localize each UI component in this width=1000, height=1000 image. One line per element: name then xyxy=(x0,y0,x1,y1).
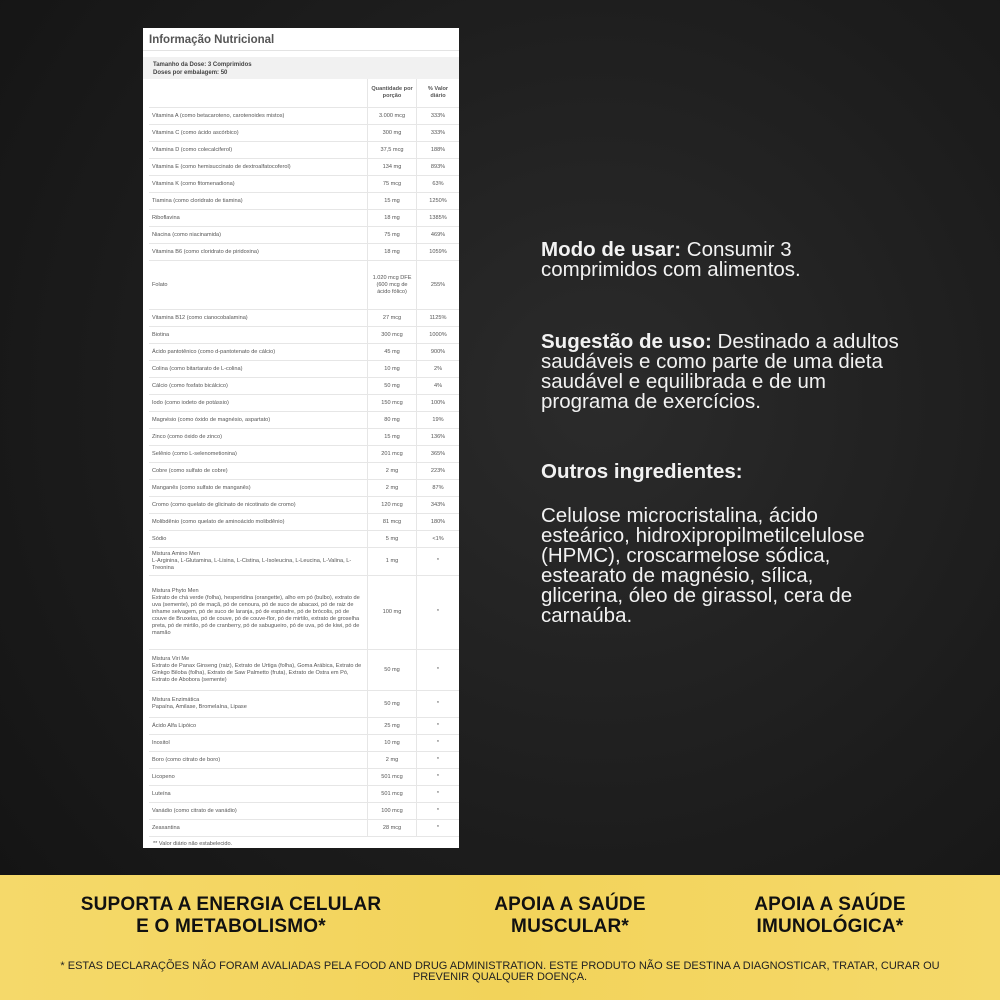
servings-per-container: Doses por embalagem: 50 xyxy=(153,70,228,76)
nutrient-daily-value: * xyxy=(417,691,460,718)
nutrient-daily-value: 1059% xyxy=(417,244,460,261)
nutrient-name: Biotina xyxy=(152,331,170,338)
nutrient-amount: 300 mcg xyxy=(368,327,417,344)
nutrient-daily-value: 333% xyxy=(417,125,460,142)
nutrition-row xyxy=(149,344,459,361)
nutrient-name-cell xyxy=(149,412,368,429)
nutrient-daily-value: 1125% xyxy=(417,310,460,327)
nutrient-name: Tiamina (como cloridrato de tiamina) xyxy=(152,197,243,204)
nutrient-daily-value: 87% xyxy=(417,480,460,497)
nutrient-amount: 120 mcg xyxy=(368,497,417,514)
nutrition-row xyxy=(149,769,459,786)
nutrient-daily-value: * xyxy=(417,576,460,650)
nutrient-name-cell xyxy=(149,310,368,327)
nutrient-daily-value: 2% xyxy=(417,361,460,378)
header-nutrient xyxy=(149,79,368,108)
nutrient-name: Vitamina B12 (como cianocobalamina) xyxy=(152,314,248,321)
nutrient-daily-value: 63% xyxy=(417,176,460,193)
nutrient-name: Selênio (como L-selenometionina) xyxy=(152,450,237,457)
nutrition-row xyxy=(149,497,459,514)
usage-paragraph xyxy=(541,240,871,280)
fda-disclaimer: * ESTAS DECLARAÇÕES NÃO FORAM AVALIADAS PELA FOOD AND DRUG ADMINISTRATION. ESTE PRODUTO NÃO SE DESTINA A DIAGNOSTICAR, TRATAR, CURAR OU PREVENIR QUALQUER DOENÇA. xyxy=(60,960,940,983)
nutrient-name: Cromo (como quelato de glicinato de nicotinato de cromo) xyxy=(152,501,296,508)
nutrient-daily-value: 343% xyxy=(417,497,460,514)
nutrient-name-cell xyxy=(149,446,368,463)
nutrient-name-cell xyxy=(149,227,368,244)
nutrient-name-cell xyxy=(149,261,368,310)
nutrient-amount: 501 mcg xyxy=(368,786,417,803)
nutrient-amount: 18 mg xyxy=(368,210,417,227)
nutrient-name: Vanádio (como citrato de vanádio) xyxy=(152,807,237,814)
nutrient-name-cell xyxy=(149,480,368,497)
nutrient-name-cell xyxy=(149,344,368,361)
nutrient-amount: 100 mcg xyxy=(368,803,417,820)
nutrition-row xyxy=(149,691,459,718)
nutrient-name: Sódio xyxy=(152,535,167,542)
nutrition-footnote: ** Valor diário não estabelecido. xyxy=(153,841,233,847)
nutrient-detail: Papaína, Amilase, Bromelaína, Lipase xyxy=(152,704,247,710)
nutrition-row xyxy=(149,463,459,480)
nutrient-amount: 28 mcg xyxy=(368,820,417,837)
nutrient-daily-value: 1250% xyxy=(417,193,460,210)
nutrient-name-cell xyxy=(149,752,368,769)
nutrient-amount: 50 mg xyxy=(368,691,417,718)
nutrition-row xyxy=(149,412,459,429)
other-ingredients-text: Celulose microcristalina, ácido esteárico, hidroxipropilmetilcelulose (HPMC), croscarmelose sódica, estearato de magnésio, sílica, glicerina, óleo de girassol, cera de carnaúba. xyxy=(541,504,865,627)
nutrition-row xyxy=(149,548,459,576)
nutrient-daily-value: 1385% xyxy=(417,210,460,227)
nutrient-daily-value: * xyxy=(417,820,460,837)
nutrition-row xyxy=(149,327,459,344)
nutrient-daily-value: <1% xyxy=(417,531,460,548)
nutrition-row xyxy=(149,125,459,142)
nutrient-amount: 100 mg xyxy=(368,576,417,650)
nutrient-name: Luteína xyxy=(152,790,171,797)
nutrient-name-cell xyxy=(149,142,368,159)
usage-label: Modo de usar: xyxy=(541,238,682,261)
nutrient-name: Mistura Enzimática xyxy=(152,697,200,703)
claim-muscle-health: APOIA A SAÚDE MUSCULAR* xyxy=(494,894,646,937)
nutrition-row xyxy=(149,378,459,395)
nutrient-daily-value: 136% xyxy=(417,429,460,446)
nutrient-amount: 5 mg xyxy=(368,531,417,548)
nutrition-row xyxy=(149,752,459,769)
nutrient-name-cell xyxy=(149,210,368,227)
nutrient-name: Mistura Viri Me xyxy=(152,656,190,662)
nutrient-name: Niacina (como niacinamida) xyxy=(152,231,222,238)
nutrition-row xyxy=(149,650,459,691)
nutrient-name-cell xyxy=(149,125,368,142)
nutrition-row xyxy=(149,531,459,548)
nutrition-row xyxy=(149,244,459,261)
nutrient-name: Magnésio (como óxido de magnésio, aspartato) xyxy=(152,416,271,423)
nutrient-daily-value: 333% xyxy=(417,108,460,125)
header-amount: Quantidade por porção xyxy=(368,79,417,108)
nutrient-name-cell xyxy=(149,769,368,786)
nutrient-name-cell xyxy=(149,176,368,193)
nutrient-daily-value: 365% xyxy=(417,446,460,463)
serving-size: Tamanho da Dose: 3 Comprimidos xyxy=(153,62,252,68)
nutrient-name-cell xyxy=(149,378,368,395)
nutrition-row xyxy=(149,310,459,327)
nutrient-amount: 50 mg xyxy=(368,378,417,395)
nutrition-row xyxy=(149,786,459,803)
nutrient-name: Molibdênio (como quelato de aminoácido molibdênio) xyxy=(152,518,285,525)
suggestion-paragraph xyxy=(541,332,901,412)
nutrient-amount: 81 mcg xyxy=(368,514,417,531)
nutrient-name: Cobre (como sulfato de cobre) xyxy=(152,467,228,474)
nutrient-name-cell xyxy=(149,820,368,837)
usage-text: Consumir 3 comprimidos com alimentos. xyxy=(541,238,801,281)
nutrient-name-cell xyxy=(149,803,368,820)
header-daily-value: % Valor diário xyxy=(417,79,460,108)
nutrient-amount: 1 mg xyxy=(368,548,417,576)
nutrient-daily-value: * xyxy=(417,718,460,735)
nutrient-daily-value: 188% xyxy=(417,142,460,159)
nutrient-amount: 27 mcg xyxy=(368,310,417,327)
nutrition-row xyxy=(149,429,459,446)
nutrient-daily-value: * xyxy=(417,769,460,786)
nutrient-name: Zeaxantina xyxy=(152,824,180,831)
nutrient-name-cell xyxy=(149,548,368,576)
nutrition-row xyxy=(149,210,459,227)
nutrient-daily-value: 1000% xyxy=(417,327,460,344)
nutrient-daily-value: * xyxy=(417,650,460,691)
nutrient-amount: 10 mg xyxy=(368,735,417,752)
nutrient-detail: L-Arginina, L-Glutamina, L-Lisina, L-Cistina, L-Isoleucina, L-Leucina, L-Valina, L-Treonina xyxy=(152,558,352,571)
nutrient-amount: 201 mcg xyxy=(368,446,417,463)
nutrient-name: Boro (como citrato de boro) xyxy=(152,756,221,763)
nutrient-name-cell xyxy=(149,361,368,378)
nutrient-name: Folato xyxy=(152,281,168,288)
nutrient-daily-value: * xyxy=(417,548,460,576)
nutrient-name-cell xyxy=(149,514,368,531)
nutrient-amount: 75 mcg xyxy=(368,176,417,193)
nutrient-name-cell xyxy=(149,497,368,514)
nutrient-name: Licopeno xyxy=(152,773,175,780)
nutrient-name-cell xyxy=(149,463,368,480)
nutrient-name: Iodo (como iodeto de potássio) xyxy=(152,399,229,406)
nutrient-name-cell xyxy=(149,327,368,344)
nutrition-row xyxy=(149,361,459,378)
nutrient-amount: 2 mg xyxy=(368,463,417,480)
nutrient-name-cell xyxy=(149,244,368,261)
nutrient-name: Vitamina K (como fitomenadiona) xyxy=(152,180,235,187)
nutrition-header-row xyxy=(149,79,459,108)
nutrient-name: Vitamina D (como colecalciferol) xyxy=(152,146,233,153)
nutrition-row xyxy=(149,576,459,650)
nutrient-name-cell xyxy=(149,429,368,446)
nutrient-detail: Extrato de Panax Ginseng (raiz), Extrato de Urtiga (folha), Goma Arábica, Extrato de Ginkgo Biloba (folha), Extrato de Saw Palmetto (fruta), Extrato de Ostra em Pó, Extrato de Abobora (semente) xyxy=(152,663,362,683)
nutrition-row xyxy=(149,514,459,531)
nutrition-row xyxy=(149,735,459,752)
nutrient-daily-value: 255% xyxy=(417,261,460,310)
nutrition-row xyxy=(149,803,459,820)
nutrition-row xyxy=(149,193,459,210)
nutrient-name: Vitamina E (como hemisuccinato de dextroalfatocoferol) xyxy=(152,163,291,170)
nutrient-name-cell xyxy=(149,786,368,803)
nutrient-amount: 300 mg xyxy=(368,125,417,142)
nutrient-name-cell xyxy=(149,159,368,176)
nutrition-row xyxy=(149,446,459,463)
nutrient-name-cell xyxy=(149,108,368,125)
nutrient-amount: 15 mg xyxy=(368,429,417,446)
nutrient-name: Cálcio (como fosfato bicálcico) xyxy=(152,382,228,389)
nutrient-amount: 134 mg xyxy=(368,159,417,176)
nutrition-row xyxy=(149,227,459,244)
nutrient-daily-value: 4% xyxy=(417,378,460,395)
nutrient-daily-value: * xyxy=(417,786,460,803)
nutrient-amount: 1.020 mcg DFE (600 mcg de ácido fólico) xyxy=(368,261,417,310)
nutrient-name-cell xyxy=(149,718,368,735)
nutrient-daily-value: 469% xyxy=(417,227,460,244)
nutrient-name: Vitamina A (como betacaroteno, carotenoides mistos) xyxy=(152,112,285,119)
nutrient-name-cell xyxy=(149,193,368,210)
nutrient-amount: 2 mg xyxy=(368,480,417,497)
nutrition-row xyxy=(149,718,459,735)
nutrient-amount: 150 mcg xyxy=(368,395,417,412)
nutrient-amount: 2 mg xyxy=(368,752,417,769)
nutrition-row xyxy=(149,820,459,837)
nutrient-name: Vitamina C (como ácido ascórbico) xyxy=(152,129,239,136)
nutrient-amount: 80 mg xyxy=(368,412,417,429)
nutrient-name-cell xyxy=(149,395,368,412)
nutrient-amount: 45 mg xyxy=(368,344,417,361)
nutrition-row xyxy=(149,395,459,412)
nutrient-name: Mistura Amino Men xyxy=(152,551,200,557)
nutrient-detail: Extrato de chá verde (folha), hesperidina (orangette), alho em pó (bulbo), extrato de uva (semente), pó de maçã, pó de cenoura, pó de suco de abacaxi, pó de raiz de inhame selvagem, pó de suco de laranja, pó de espinafre, pó de brócolis, pó de couve de Bruxelas, pó de couve, pó de couve-flor, pó de mirtilo, extrato de groselha preta, pó de mirtilo, pó de cranberry, pó de sabugueiro, pó de uva, pó de kiwi, pó de mamão xyxy=(152,595,360,636)
suggestion-text: Destinado a adultos saudáveis e como parte de uma dieta saudável e equilibrada e de um programa de exercícios. xyxy=(541,330,899,413)
nutrient-daily-value: * xyxy=(417,735,460,752)
nutrient-name-cell xyxy=(149,531,368,548)
nutrient-amount: 3.000 mcg xyxy=(368,108,417,125)
nutrition-row xyxy=(149,159,459,176)
nutrient-amount: 10 mg xyxy=(368,361,417,378)
nutrition-row xyxy=(149,176,459,193)
nutrition-row xyxy=(149,480,459,497)
nutrient-daily-value: 223% xyxy=(417,463,460,480)
nutrient-daily-value: 893% xyxy=(417,159,460,176)
nutrient-name: Ácido Alfa Lipóico xyxy=(152,722,197,729)
other-ingredients-heading: Outros ingredientes: xyxy=(541,460,743,483)
nutrient-daily-value: 100% xyxy=(417,395,460,412)
nutrient-name: Inositol xyxy=(152,739,170,746)
nutrient-amount: 18 mg xyxy=(368,244,417,261)
nutrition-table-body xyxy=(149,108,459,837)
claim-immune-health: APOIA A SAÚDE IMUNOLÓGICA* xyxy=(754,894,906,937)
nutrient-name: Zinco (como óxido de zinco) xyxy=(152,433,222,440)
suggestion-label: Sugestão de uso: xyxy=(541,330,712,353)
claim-energy-metabolism: SUPORTA A ENERGIA CELULAR E O METABOLISMO* xyxy=(80,894,382,937)
nutrient-daily-value: * xyxy=(417,752,460,769)
nutrient-amount: 75 mg xyxy=(368,227,417,244)
claims-band xyxy=(0,875,1000,1000)
nutrient-name: Ácido pantotênico (como d-pantotenato de cálcio) xyxy=(152,348,276,355)
nutrient-name-cell xyxy=(149,735,368,752)
nutrition-row xyxy=(149,261,459,310)
nutrient-daily-value: 180% xyxy=(417,514,460,531)
nutrient-amount: 37,5 mcg xyxy=(368,142,417,159)
nutrition-row xyxy=(149,108,459,125)
nutrient-name-cell xyxy=(149,576,368,650)
nutrient-daily-value: 900% xyxy=(417,344,460,361)
nutrient-daily-value: * xyxy=(417,803,460,820)
nutrient-amount: 50 mg xyxy=(368,650,417,691)
nutrient-name: Riboflavina xyxy=(152,214,180,221)
serving-info xyxy=(143,57,459,79)
nutrient-name: Manganês (como sulfato de manganês) xyxy=(152,484,251,491)
nutrient-name: Mistura Phyto Men xyxy=(152,588,199,594)
nutrient-daily-value: 19% xyxy=(417,412,460,429)
nutrient-amount: 501 mcg xyxy=(368,769,417,786)
nutrient-name: Colina (como bitartarato de L-colina) xyxy=(152,365,243,372)
nutrient-name-cell xyxy=(149,691,368,718)
nutrition-title: Informação Nutricional xyxy=(143,33,459,51)
nutrition-facts-panel xyxy=(143,28,459,848)
nutrient-amount: 25 mg xyxy=(368,718,417,735)
nutrition-row xyxy=(149,142,459,159)
nutrient-amount: 15 mg xyxy=(368,193,417,210)
nutrition-table xyxy=(149,79,459,837)
nutrient-name-cell xyxy=(149,650,368,691)
nutrient-name: Vitamina B6 (como cloridrato de piridoxina) xyxy=(152,248,259,255)
